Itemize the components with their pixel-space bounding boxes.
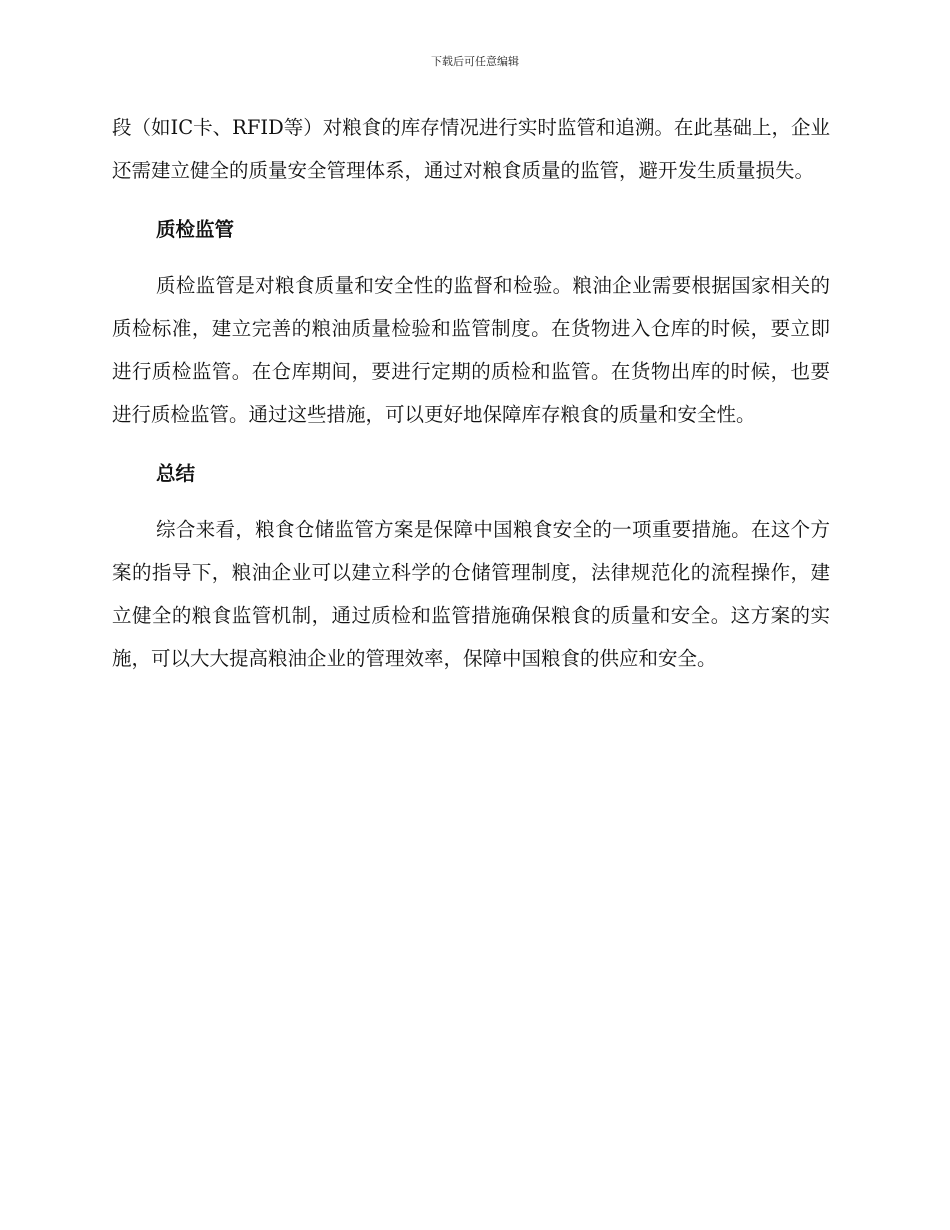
summary-paragraph: 综合来看，粮食仓储监管方案是保障中国粮食安全的一项重要措施。在这个方案的指导下，粮油企业可以建立科学的仓储管理制度，法律规范化的流程操作，建立健全的粮食监管机制，通过质检和监管措施确保粮食的质量和安全。这方案的实施，可以大大提高粮油企业的管理效率，保障中国粮食的供应和安全。 — [112, 518, 830, 670]
section-heading-quality-inspection: 质检监管 — [156, 218, 235, 241]
page-header: 下载后可任意编辑 — [431, 55, 519, 68]
section-heading-summary: 总结 — [156, 462, 196, 485]
document-body — [112, 106, 830, 680]
intro-paragraph: 段（如IC卡、RFID等）对粮食的库存情况进行实时监管和追溯。在此基础上，企业还需建立健全的质量安全管理体系，通过对粮食质量的监管，避开发生质量损失。 — [112, 116, 830, 182]
quality-inspection-paragraph: 质检监管是对粮食质量和安全性的监督和检验。粮油企业需要根据国家相关的质检标准，建立完善的粮油质量检验和监管制度。在货物进入仓库的时候，要立即进行质检监管。在仓库期间，要进行定期的质检和监管。在货物出库的时候，也要进行质检监管。通过这些措施，可以更好地保障库存粮食的质量和安全性。 — [112, 274, 830, 426]
